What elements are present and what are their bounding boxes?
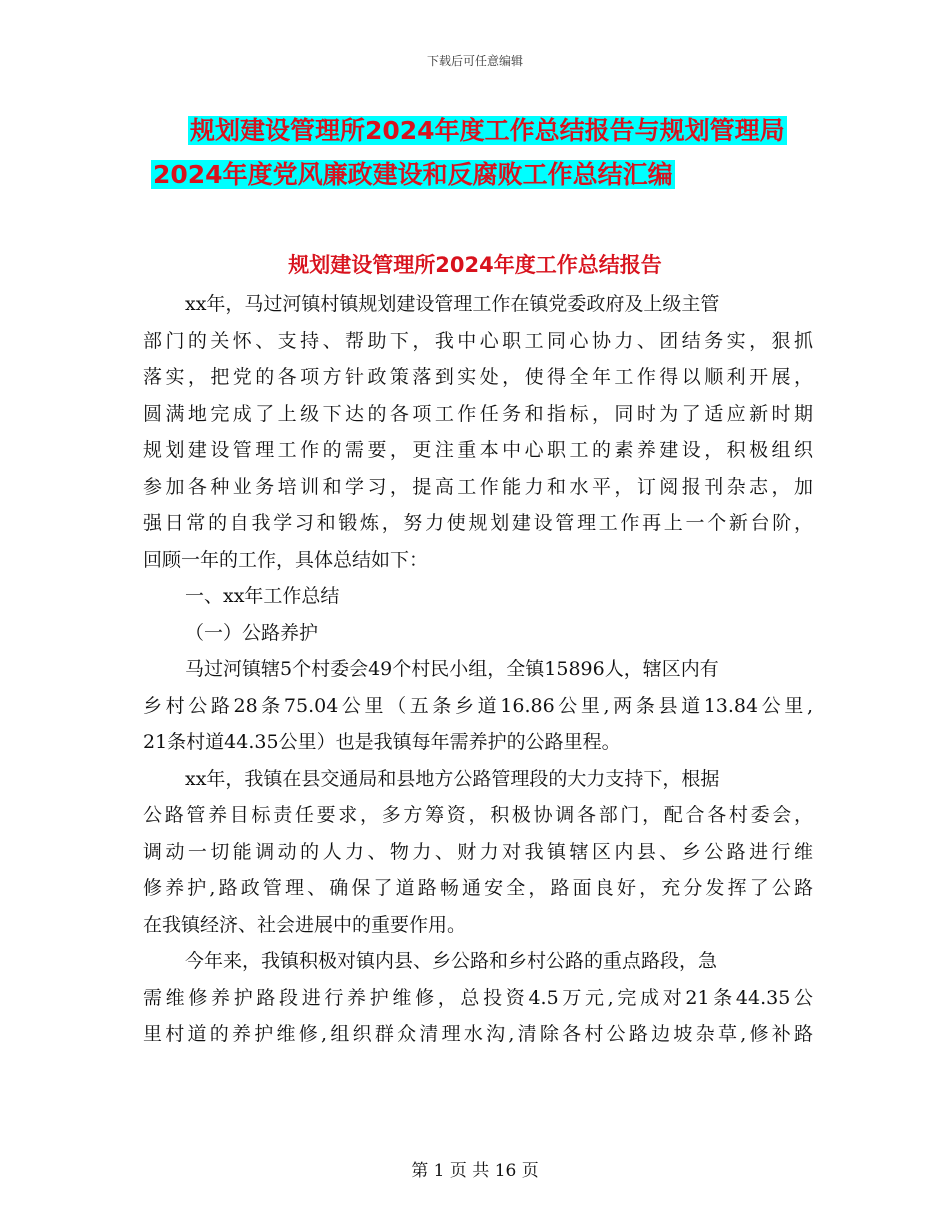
paragraph-line: 调动一切能调动的人力、物力、财力对我镇辖区内县、乡公路进行维 — [143, 840, 813, 863]
page-number: 第 1 页 共 16 页 — [411, 1161, 539, 1181]
paragraph-line: 部门的关怀、支持、帮助下，我中心职工同心协力、团结务实，狠抓 — [143, 329, 813, 352]
header-note: 下载后可任意编辑 — [426, 54, 523, 68]
paragraph-line: 圆满地完成了上级下达的各项工作任务和指标，同时为了适应新时期 — [143, 402, 813, 425]
paragraph-line: 参加各种业务培训和学习，提高工作能力和水平，订阅报刊杂志，加 — [143, 475, 813, 498]
paragraph-line: 公路管养目标责任要求，多方筹资，积极协调各部门，配合各村委会， — [143, 804, 813, 826]
paragraph-line: 在我镇经济、社会进展中的重要作用。 — [143, 913, 467, 936]
document-title-line-1 — [0, 113, 950, 149]
paragraph-line: 修养护,路政管理、确保了道路畅通安全，路面良好，充分发挥了公路 — [143, 877, 813, 899]
paragraph-line: 21条村道44.35公里）也是我镇每年需养护的公路里程。 — [143, 731, 621, 753]
section-title: 规划建设管理所2024年度工作总结报告 — [288, 253, 662, 277]
paragraph-line: 规划建设管理工作的需要，更注重本中心职工的素养建设，积极组织 — [143, 439, 813, 461]
paragraph-line: 今年来，我镇积极对镇内县、乡公路和乡村公路的重点路段，急 — [185, 950, 718, 972]
paragraph-line: 乡村公路28条75.04公里（五条乡道16.86公里,两条县道13.84公里, — [143, 694, 813, 717]
paragraph-line: 回顾一年的工作，具体总结如下： — [143, 548, 429, 571]
paragraph-line: 需维修养护路段进行养护维修，总投资4.5万元,完成对21条44.35公 — [143, 986, 813, 1009]
title-highlight: 规划建设管理所2024年度工作总结报告与规划管理局 — [190, 116, 785, 145]
paragraph-line: 马过河镇辖5个村委会49个村民小组，全镇15896人，辖区内有 — [185, 658, 719, 680]
paragraph-line: xx年，我镇在县交通局和县地方公路管理段的大力支持下，根据 — [185, 767, 720, 790]
body-text — [143, 286, 813, 1053]
section-heading: 一、xx年工作总结 — [185, 585, 340, 607]
document-title-line-2 — [0, 157, 950, 193]
paragraph-line: 落实，把党的各项方针政策落到实处，使得全年工作得以顺利开展， — [143, 366, 813, 388]
title-highlight: 2024年度党风廉政建设和反腐败工作总结汇编 — [153, 160, 673, 189]
subsection-heading: （一）公路养护 — [185, 621, 319, 644]
paragraph-line: 里村道的养护维修,组织群众清理水沟,清除各村公路边坡杂草,修补路 — [143, 1023, 813, 1045]
paragraph-line: 强日常的自我学习和锻炼，努力使规划建设管理工作再上一个新台阶， — [143, 512, 813, 534]
paragraph-line: xx年，马过河镇村镇规划建设管理工作在镇党委政府及上级主管 — [185, 293, 720, 315]
